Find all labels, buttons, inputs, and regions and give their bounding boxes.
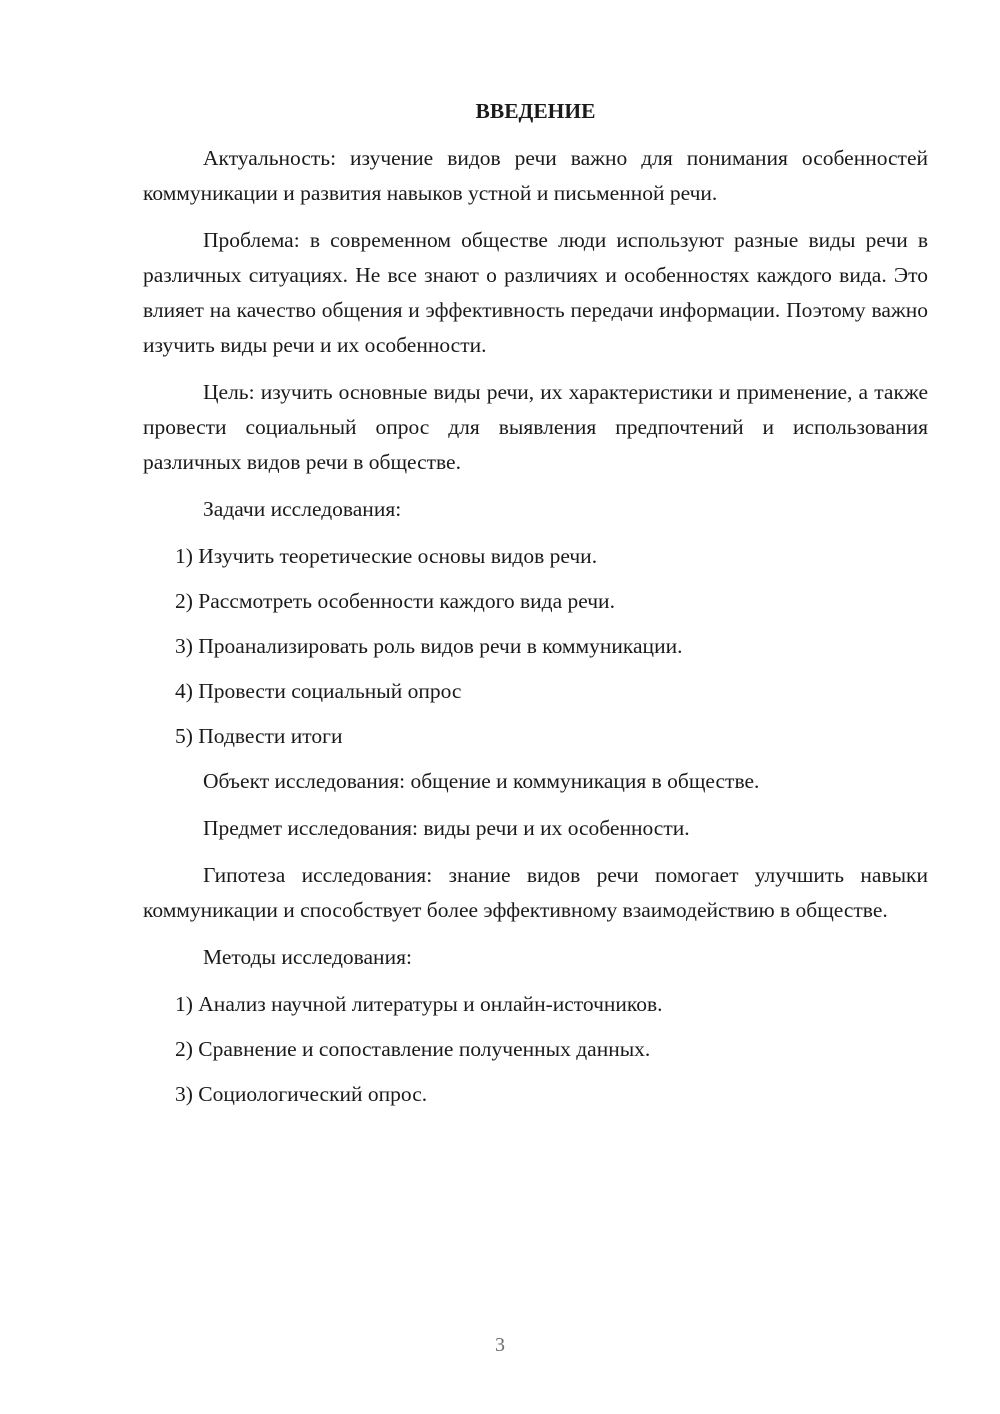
goal-paragraph: Цель: изучить основные виды речи, их характеристики и применение, а также провести социальный опрос для выявления предпочтений и использования различных видов речи в обществе.: [143, 380, 928, 474]
tasks-heading: Задачи исследования:: [203, 497, 402, 521]
method-item-3: 3) Социологический опрос.: [175, 1082, 428, 1106]
problem-paragraph: Проблема: в современном обществе люди используют разные виды речи в различных ситуациях. Не все знают о различиях и особенностях каждого вида. Это влияет на качество общения и эффективность передачи информации. Поэтому важно изучить виды речи и их особенности.: [143, 228, 928, 357]
hypothesis-paragraph: Гипотеза исследования: знание видов речи помогает улучшить навыки коммуникации и способствует более эффективному взаимодействию в обществе.: [143, 863, 928, 922]
task-item-1: 1) Изучить теоретические основы видов речи.: [175, 544, 598, 568]
task-item-5: 5) Подвести итоги: [175, 724, 343, 748]
page-number: 3: [495, 1334, 505, 1356]
task-item-4: 4) Провести социальный опрос: [175, 679, 462, 703]
task-item-3: 3) Проанализировать роль видов речи в коммуникации.: [175, 634, 683, 658]
subject-paragraph: Предмет исследования: виды речи и их особенности.: [203, 816, 690, 840]
relevance-paragraph: Актуальность: изучение видов речи важно для понимания особенностей коммуникации и развития навыков устной и письменной речи.: [143, 146, 928, 205]
task-item-2: 2) Рассмотреть особенности каждого вида речи.: [175, 589, 615, 613]
object-paragraph: Объект исследования: общение и коммуникация в обществе.: [203, 769, 760, 793]
method-item-1: 1) Анализ научной литературы и онлайн-источников.: [175, 992, 663, 1016]
method-item-2: 2) Сравнение и сопоставление полученных данных.: [175, 1037, 651, 1061]
methods-heading: Методы исследования:: [203, 945, 412, 969]
document-body: [143, 95, 928, 1122]
document-title: ВВЕДЕНИЕ: [475, 99, 596, 123]
